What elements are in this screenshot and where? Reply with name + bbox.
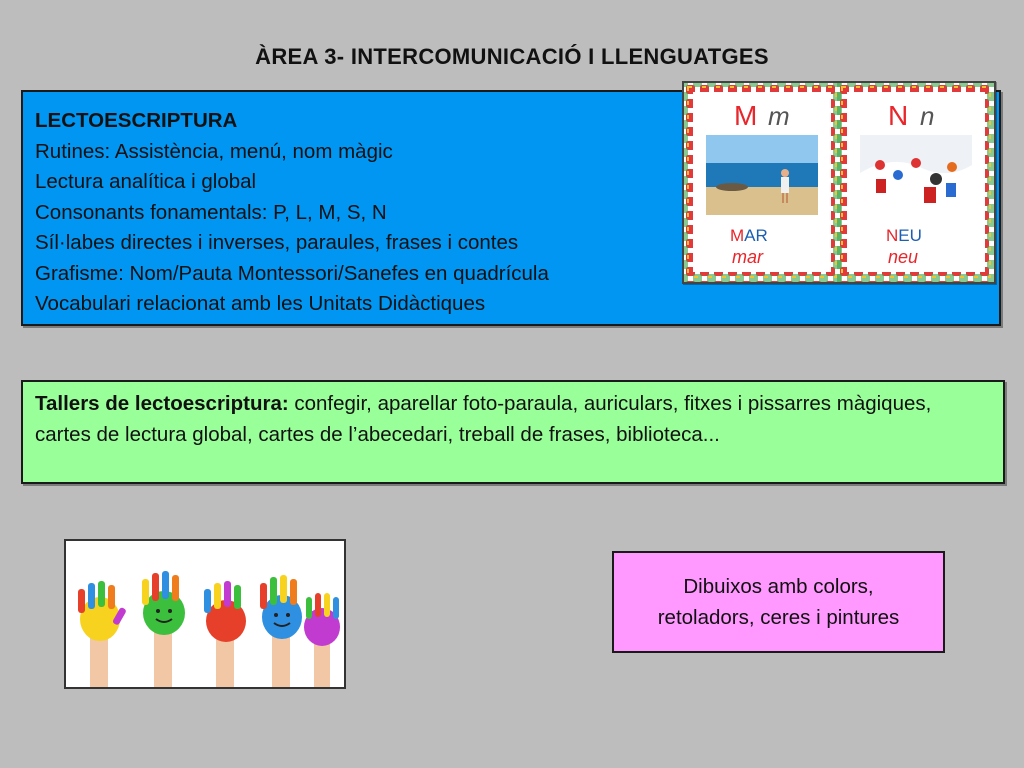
tallers-box	[21, 380, 1005, 484]
lectoescriptura-heading: LECTOESCRIPTURA	[35, 109, 238, 132]
letter-cards-photo	[682, 81, 996, 284]
card-word-rest: EU	[898, 226, 922, 245]
card-word-cursive: mar	[732, 247, 763, 267]
lecto-line: Lectura analítica i global	[35, 170, 257, 193]
card-word-first: M	[730, 226, 745, 245]
slide-title: ÀREA 3- INTERCOMUNICACIÓ I LLENGUATGES	[255, 44, 769, 69]
lecto-line: Rutines: Assistència, menú, nom màgic	[35, 139, 393, 163]
painted-hands-illustration	[66, 541, 344, 687]
letter-card-m	[688, 87, 836, 277]
letter-card-n	[842, 87, 990, 277]
letter-cards-illustration	[684, 83, 994, 282]
lecto-line: Síl·labes directes i inverses, paraules, frases i contes	[35, 231, 519, 254]
tallers-text: confegir, aparellar foto-paraula, auriculars, fitxes i pissarres màgiques, cartes de lectura global, cartes de l’abecedari, treball de frases, biblioteca...	[35, 392, 932, 446]
svg-text:NEU	[886, 226, 922, 245]
beach-photo	[706, 135, 818, 215]
card-letter-cursive: n	[920, 101, 935, 131]
card-letter-cursive: m	[768, 101, 790, 131]
dibuixos-line: retoladors, ceres i pintures	[657, 606, 900, 629]
painted-hands-photo	[64, 539, 346, 689]
lecto-line: Vocabulari relacionat amb les Unitats Didàctiques	[35, 292, 486, 315]
dibuixos-line: Dibuixos amb colors,	[683, 575, 874, 598]
card-word-rest: AR	[744, 226, 768, 245]
card-word-cursive: neu	[888, 247, 919, 267]
snow-photo	[860, 135, 972, 215]
tallers-lead: Tallers de lectoescriptura:	[35, 392, 289, 415]
card-letter: N	[888, 100, 909, 131]
card-letter: M	[734, 100, 758, 131]
card-word-first: N	[886, 226, 899, 245]
dibuixos-box	[612, 551, 945, 653]
lecto-line: Consonants fonamentals: P, L, M, S, N	[35, 200, 387, 224]
lecto-line: Grafisme: Nom/Pauta Montessori/Sanefes en quadrícula	[35, 261, 549, 285]
svg-text:MAR	[730, 226, 768, 245]
